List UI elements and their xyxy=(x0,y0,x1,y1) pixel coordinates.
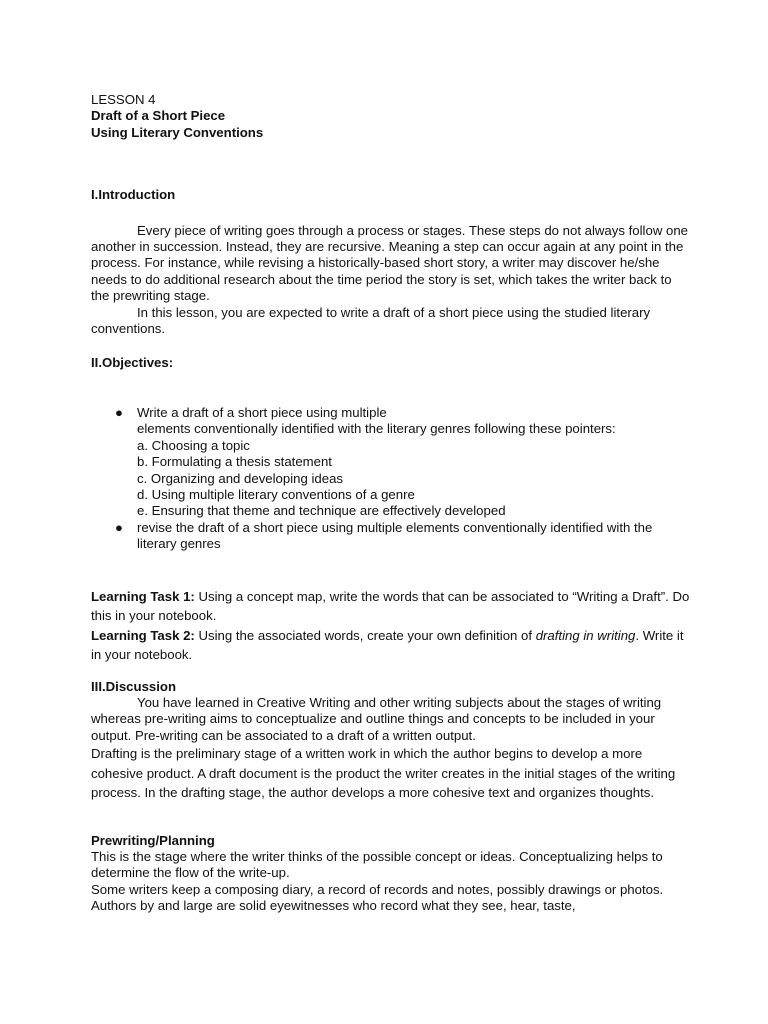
learning-task-1-label: Learning Task 1: xyxy=(91,588,195,604)
learning-task-2 xyxy=(91,626,691,665)
objective-1-line-1: Write a draft of a short piece using multiple xyxy=(137,404,387,420)
learning-task-2-text-b: . Write it in your notebook. xyxy=(91,627,684,663)
objectives-list xyxy=(91,405,691,553)
pointer-item: c. Organizing and developing ideas xyxy=(137,470,344,486)
learning-task-2-label: Learning Task 2: xyxy=(91,627,195,643)
document-content xyxy=(91,92,691,915)
objectives-heading: II.Objectives: xyxy=(91,355,174,371)
objective-2-text: revise the draft of a short piece using multiple elements conventionally identified with the literary genres xyxy=(137,519,653,552)
bullet-icon: ● xyxy=(115,519,123,535)
pointer-item: a. Choosing a topic xyxy=(137,437,250,453)
learning-task-2-emphasis: drafting in writing xyxy=(535,627,636,643)
lesson-title-line1: Draft of a Short Piece xyxy=(91,108,226,124)
pointer-item: d. Using multiple literary conventions of a genre xyxy=(137,486,415,502)
objective-item-1 xyxy=(91,405,691,520)
lesson-title-line2: Using Literary Conventions xyxy=(91,124,264,140)
prewriting-paragraph-1: This is the stage where the writer thinks of the possible concept or ideas. Conceptualizing helps to determine the flow of the write-up. xyxy=(91,849,663,881)
learning-tasks xyxy=(91,587,691,665)
discussion-heading: III.Discussion xyxy=(91,678,177,694)
introduction-paragraph-1: Every piece of writing goes through a process or stages. These steps do not always follow one another in succession. Instead, they are recursive. Meaning a step can occur again at any point in the process. For instance, while revising a historically-based short story, a writer may discover he/she needs to do additional research about the time period the story is set, which takes the writer back to the prewriting stage. xyxy=(91,222,689,304)
objective-1-line-2: elements conventionally identified with the literary genres following these pointers: xyxy=(137,421,616,437)
introduction-heading: I.Introduction xyxy=(91,187,176,203)
learning-task-2-text-a: Using the associated words, create your own definition of xyxy=(194,627,536,643)
prewriting-heading: Prewriting/Planning xyxy=(91,832,215,848)
introduction-paragraph-2: In this lesson, you are expected to write a draft of a short piece using the studied literary conventions. xyxy=(91,304,651,337)
objective-item-2 xyxy=(91,520,691,553)
learning-task-1-text: Using a concept map, write the words that can be associated to “Writing a Draft”. Do this in your notebook. xyxy=(91,588,690,624)
discussion-paragraph-2: Drafting is the preliminary stage of a written work in which the author begins to develop a more cohesive product. A draft document is the product the writer creates in the initial stages of the writing process. In the drafting stage, the author develops a more cohesive text and organizes thoughts. xyxy=(91,746,676,801)
bullet-icon: ● xyxy=(115,404,123,420)
pointer-item: b. Formulating a thesis statement xyxy=(137,454,332,470)
lesson-number: LESSON 4 xyxy=(91,92,156,107)
prewriting-paragraph-2: Some writers keep a composing diary, a record of records and notes, possibly drawings or photos. Authors by and large are solid eyewitnesses who record what they see, hear, taste, xyxy=(91,881,664,914)
pointer-item: e. Ensuring that theme and technique are effectively developed xyxy=(137,503,506,519)
discussion-paragraph-1: You have learned in Creative Writing and other writing subjects about the stages of writing whereas pre-writing aims to conceptualize and outline things and concepts to be included in your output. Pre-writing can be associated to a draft of a written output. xyxy=(91,694,662,743)
learning-task-1 xyxy=(91,587,691,626)
